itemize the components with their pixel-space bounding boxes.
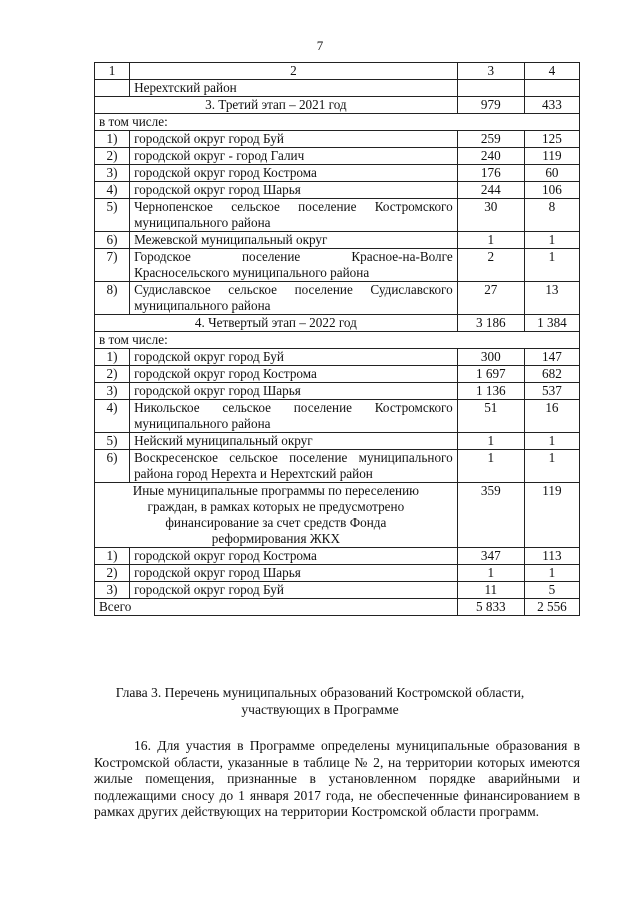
stage-title: 4. Четвертый этап – 2022 год [95,315,458,332]
table-row [95,131,580,148]
including-label: в том числе: [95,332,580,349]
row-col4: 1 [524,450,579,483]
row-name: Никольское сельское поселение Костромского муниципального района [130,400,458,433]
row-col3: 1 697 [457,366,524,383]
table-row [95,232,580,249]
stage-title: 3. Третий этап – 2021 год [95,97,458,114]
row-name: городской округ город Буй [130,349,458,366]
row-name: городской округ город Шарья [130,182,458,199]
row-col4: 113 [524,548,579,565]
table-row [95,182,580,199]
chapter-heading [60,684,580,718]
row-col4: 537 [524,383,579,400]
carry-over-text: Нерехтский район [130,80,458,97]
row-col3: 1 136 [457,383,524,400]
stage-row [95,97,580,114]
including-row [95,332,580,349]
row-name: городской округ город Кострома [130,165,458,182]
row-col4: 16 [524,400,579,433]
row-col4: 1 [524,565,579,582]
chapter-heading-line1: Глава 3. Перечень муниципальных образований Костромской области, [115,685,525,700]
total-col4: 2 556 [524,599,579,616]
row-name: городской округ город Буй [130,131,458,148]
row-col4: 13 [524,282,579,315]
row-col4: 119 [524,148,579,165]
row-num: 6) [95,232,130,249]
row-name: Судиславское сельское поселение Судиславского муниципального района [130,282,458,315]
row-col3: 51 [457,400,524,433]
row-col4: 682 [524,366,579,383]
total-label: Всего [95,599,458,616]
row-name: Воскресенское сельское поселение муниципального района город Нерехта и Нерехтский район [130,450,458,483]
table-row [95,400,580,433]
row-num: 6) [95,450,130,483]
row-num: 8) [95,282,130,315]
carry-over-row [95,80,580,97]
header-col-4: 4 [524,63,579,80]
paragraph-16: 16. Для участия в Программе определены муниципальные образования в Костромской области, указанные в таблице № 2, на территории которых имеются жилые помещения, признанные в установленном порядке аварийными и подлежащими сносу до 1 января 2017 года, не обеспеченные финансированием в рамках других действующих на территории Костромской области программ. [94,738,580,819]
row-col3: 27 [457,282,524,315]
chapter-heading-line2: участвующих в Программе [241,702,399,717]
table-row [95,450,580,483]
row-col3: 347 [457,548,524,565]
row-col4: 60 [524,165,579,182]
row-name: Чернопенское сельское поселение Костромского муниципального района [130,199,458,232]
stage-col3: 979 [457,97,524,114]
table-row [95,282,580,315]
table-row [95,148,580,165]
table-row [95,582,580,599]
stage-col3: 3 186 [457,315,524,332]
row-name: Межевской муниципальный округ [130,232,458,249]
other-col3: 359 [457,483,524,548]
page-number: 7 [316,38,324,53]
row-col3: 1 [457,433,524,450]
row-name: городской округ город Кострома [130,366,458,383]
including-row [95,114,580,131]
total-row [95,599,580,616]
table-row [95,433,580,450]
table-row [95,548,580,565]
row-col4: 1 [524,249,579,282]
header-col-1: 1 [95,63,130,80]
row-col4: 106 [524,182,579,199]
row-num: 5) [95,199,130,232]
row-num: 4) [95,182,130,199]
row-col3: 259 [457,131,524,148]
row-num: 3) [95,165,130,182]
row-num: 3) [95,582,130,599]
row-col3: 240 [457,148,524,165]
row-num: 1) [95,548,130,565]
row-num: 2) [95,565,130,582]
table-row [95,199,580,232]
including-label: в том числе: [95,114,580,131]
row-col3: 176 [457,165,524,182]
row-num: 7) [95,249,130,282]
row-name: городской округ город Кострома [130,548,458,565]
row-col4: 1 [524,433,579,450]
row-num: 2) [95,148,130,165]
row-col3: 1 [457,450,524,483]
table-row [95,565,580,582]
table-row [95,366,580,383]
row-name: городской округ город Шарья [130,565,458,582]
row-col3: 2 [457,249,524,282]
row-name: Городское поселение Красное-на-Волге Красносельского муниципального района [130,249,458,282]
table-row [95,165,580,182]
row-col4: 147 [524,349,579,366]
stage-col4: 433 [524,97,579,114]
row-name: городской округ - город Галич [130,148,458,165]
row-num: 4) [95,400,130,433]
row-name: городской округ город Шарья [130,383,458,400]
table-row [95,349,580,366]
row-col3: 30 [457,199,524,232]
row-name: Нейский муниципальный округ [130,433,458,450]
stage-row [95,315,580,332]
row-num: 1) [95,131,130,148]
other-col4: 119 [524,483,579,548]
header-col-2: 2 [130,63,458,80]
row-num: 1) [95,349,130,366]
table-row [95,249,580,282]
other-programs-row [95,483,580,548]
total-col3: 5 833 [457,599,524,616]
row-num: 5) [95,433,130,450]
table-header-row [95,63,580,80]
program-table [94,62,580,616]
row-num: 2) [95,366,130,383]
row-col3: 1 [457,232,524,249]
row-col4: 5 [524,582,579,599]
row-col4: 1 [524,232,579,249]
header-col-3: 3 [457,63,524,80]
row-col3: 11 [457,582,524,599]
other-programs-title: Иные муниципальные программы по переселению граждан, в рамках которых не предусмотрено финансирование за счет средств Фонда реформирования ЖКХ [95,483,458,548]
row-num: 3) [95,383,130,400]
row-col4: 8 [524,199,579,232]
row-name: городской округ город Буй [130,582,458,599]
row-col3: 244 [457,182,524,199]
stage-col4: 1 384 [524,315,579,332]
table-row [95,383,580,400]
row-col4: 125 [524,131,579,148]
row-col3: 1 [457,565,524,582]
row-col3: 300 [457,349,524,366]
